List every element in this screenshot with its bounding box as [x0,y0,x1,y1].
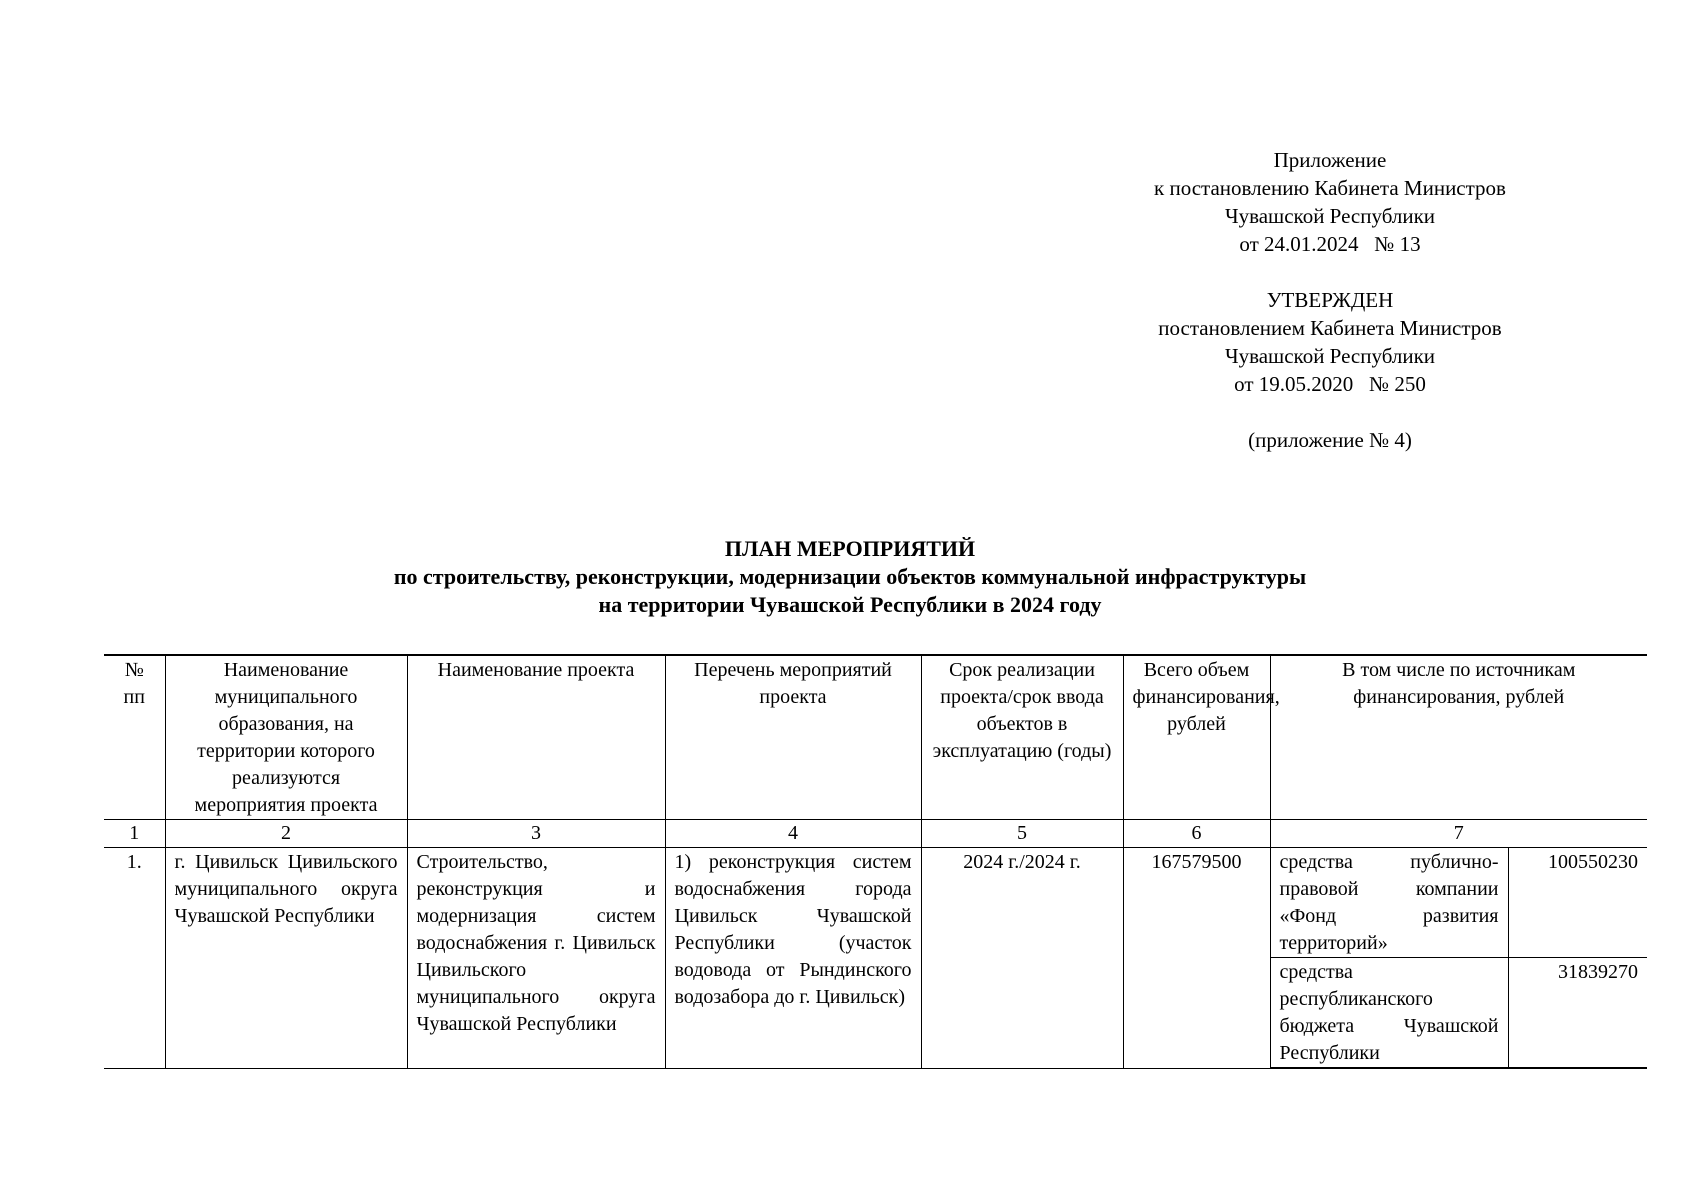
column-number: 2 [165,820,407,848]
approved-label: УТВЕРЖДЕН [1266,288,1394,312]
table-row [104,848,1647,958]
appendix-line: Приложение [1273,148,1387,172]
column-number: 4 [665,820,921,848]
row-number: 1. [104,848,165,1069]
plan-table [104,654,1647,1069]
title-sub-2: на территории Чувашской Республики в 2024 году [598,592,1102,617]
column-number: 3 [407,820,665,848]
table-number-row [104,820,1647,848]
appendix-number: (приложение № 4) [1248,428,1412,452]
row-total: 167579500 [1123,848,1270,1069]
column-number: 6 [1123,820,1270,848]
appendix-line: Чувашской Республики [1224,204,1436,228]
appendix-line: от 19.05.2020 № 250 [1234,372,1426,396]
header-municipality: Наименование муниципального образования, на территории которого реализуются мероприятия проекта [165,655,407,820]
header-num: № пп [104,655,165,820]
column-number: 7 [1270,820,1647,848]
column-number: 5 [921,820,1123,848]
row-source-amount: 100550230 [1508,848,1647,958]
row-source-name: средства публично-правовой компании «Фонд развития территорий» [1270,848,1508,958]
row-source-name: средства республиканского бюджета Чувашской Республики [1270,958,1508,1069]
appendix-spacer [1090,398,1570,426]
document-title [180,535,1520,619]
appendix-spacer [1090,258,1570,286]
appendix-header [1090,146,1570,454]
row-project: Строительство, реконструкция и модернизация систем водоснабжения г. Цивильск Цивильского муниципального округа Чувашской Республики [407,848,665,1069]
column-number: 1 [104,820,165,848]
row-term: 2024 г./2024 г. [921,848,1123,1069]
title-main: ПЛАН МЕРОПРИЯТИЙ [724,536,976,561]
header-project: Наименование проекта [407,655,665,820]
appendix-line: от 24.01.2024 № 13 [1239,232,1421,256]
row-source-amount: 31839270 [1508,958,1647,1069]
appendix-line: к постановлению Кабинета Министров [1154,176,1506,200]
header-measures: Перечень мероприятий проекта [665,655,921,820]
appendix-line: Чувашской Республики [1224,344,1436,368]
row-municipality: г. Цивильск Цивильского муниципального округа Чувашской Республики [165,848,407,1069]
title-sub-1: по строительству, реконструкции, модернизации объектов коммунальной инфраструктуры [393,564,1307,589]
header-total: Всего объем финансирования, рублей [1123,655,1270,820]
header-sources: В том числе по источникам финансирования, рублей [1270,655,1647,820]
row-measures: 1) реконструкция систем водоснабжения города Цивильск Чувашской Республики (участок водовода от Рындинского водозабора до г. Цивильск) [665,848,921,1069]
header-term: Срок реализации проекта/срок ввода объектов в эксплуатацию (годы) [921,655,1123,820]
appendix-line: постановлением Кабинета Министров [1158,316,1502,340]
table-header-row [104,655,1647,820]
